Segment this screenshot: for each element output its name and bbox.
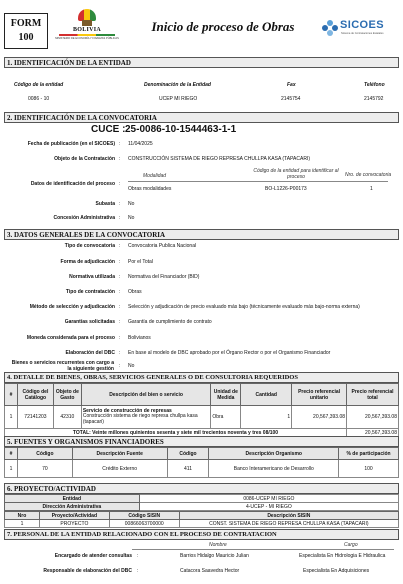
section-3-header: 3. DATOS GENERALES DE LA CONVOCATORIA (4, 229, 399, 240)
form-number-box (4, 13, 48, 49)
s3-label-dbc: Elaboración del DBC (65, 350, 115, 356)
process-header-number: Nro. de convocatoria (345, 172, 392, 178)
s1-header-fax: Fax (287, 82, 296, 88)
s1-header-phone: Teléfono (364, 82, 385, 88)
items-col-catalog: Código del Catálogo (17, 384, 53, 406)
object-label: Objeto de la Contratación (54, 156, 115, 162)
project-table: Nro Proyecto/Actividad Código SISIN Descripción SISIN 1 PROYECTO 00866063700000 CONST. SISTEMA DE RIEGO REPRESA CHULLPA KASA (TAPACARI) (4, 511, 399, 528)
entity-fax: 2145754 (281, 96, 301, 102)
form-number: 100 (18, 32, 34, 43)
funding-header-row: # Código Descripción Fuente Código Descripción Organismo % de participación (5, 448, 399, 460)
items-total-value: 20,567,393.08 (347, 429, 399, 438)
subasta-label: Subasta (95, 201, 115, 207)
s3-label-tipo-contratacion: Tipo de contratación (65, 289, 115, 295)
cuce-label: CUCE : (91, 124, 126, 135)
project-entity-table (4, 494, 399, 511)
bolivia-emblem-icon (75, 9, 99, 27)
object-value: CONSTRUCCIÓN SISTEMA DE RIEGO REPRESA CHULLPA KASA (TAPACARI) (128, 156, 310, 162)
entity-code: 0086 - 10 (28, 96, 50, 102)
pub-date-label: Fecha de publicación (en el SICOES) (27, 141, 115, 147)
sicoes-subtitle: Sistema de Contrataciones Estatales (341, 32, 384, 35)
direccion-label: Dirección Administrativa (5, 503, 140, 511)
process-header-entity-code: Código de la entidad para identificar al proceso (253, 168, 339, 180)
dbc-responsable-nombre: Catacora Saavedra Hector (180, 568, 240, 574)
dbc-responsable-cargo: Especialista En Adquisiciones (303, 568, 370, 574)
sicoes-logo (322, 19, 402, 41)
s3-value-forma-adjudicacion: Por el Total (128, 259, 153, 265)
s1-header-name: Denominación de la Entidad (144, 82, 211, 88)
items-col-unit: Unidad de Medida (211, 384, 241, 406)
concesion-value: No (128, 215, 135, 221)
s3-value-tipo-convocatoria: Convocatoria Publica Nacional (128, 243, 197, 249)
process-entity-code: BO-L1226-P00173 (265, 186, 307, 192)
item-desc-detail: Construcción sistema de riego represa chullpa kasa (tapacari) (82, 413, 198, 425)
s3-label-tipo-convocatoria: Tipo de convocatoria (64, 243, 115, 249)
section-5-header: 5. FUENTES Y ORGANISMOS FINANCIADORES (4, 436, 399, 447)
table-row: 1 70 Crédito Externo 411 Banco Interamericano de Desarrollo 100 (5, 460, 399, 478)
entidad-label: Entidad (5, 495, 140, 503)
s3-value-normativa: Normativa del Financiador (BID) (128, 274, 200, 280)
process-modality: Obras modalidades (128, 186, 172, 192)
cuce-value: 25-0086-10-1544463-1-1 (125, 124, 237, 135)
s3-label-forma-adjudicacion: Forma de adjudicación (60, 259, 115, 265)
table-row: 1 PROYECTO 00866063700000 CONST. SISTEMA DE RIEGO REPRESA CHULLPA KASA (TAPACARI) (5, 520, 399, 528)
s3-label-garantias: Garantías solicitadas (64, 319, 115, 325)
personal-col-cargo: Cargo (344, 542, 358, 548)
gov-ministry: MINISTERIO DE ECONOMÍA Y FINANZAS PÚBLICAS (55, 36, 119, 40)
sicoes-name: SICOES (340, 19, 384, 31)
section-7-header: 7. PERSONAL DE LA ENTIDAD RELACIONADO CON EL PROCESO DE CONTRATACION (4, 529, 399, 540)
process-number: 1 (370, 186, 373, 192)
section-2-header: 2. IDENTIFICACIÓN DE LA CONVOCATORIA (4, 112, 399, 123)
consultas-cargo: Especialista En Hidrologia E Hidraulica (299, 553, 386, 559)
items-col-index: # (5, 384, 18, 406)
items-col-desc: Descripción del bien o servicio (81, 384, 211, 406)
entity-name: UCEP MI RIEGO (159, 96, 198, 102)
form-label: FORM (10, 18, 42, 29)
s3-value-recurrentes: No (128, 363, 135, 369)
entidad-value: 0086-UCEP MI RIEGO (139, 495, 398, 503)
items-header-row (5, 384, 399, 406)
personal-col-nombre: Nombre (209, 542, 227, 548)
gov-name: BOLIVIA (72, 27, 102, 33)
items-col-total-price: Precio referencial total (347, 384, 399, 406)
process-header-modality: Modalidad (143, 173, 167, 179)
s3-value-metodo: Selección y adjudicación de precio evaluado más bajo (técnicamente evaluado más bajo-norma externa) (128, 304, 360, 310)
section-6-header: 6. PROYECTO/ACTIVIDAD (4, 483, 399, 494)
bolivia-logo (54, 9, 120, 49)
funding-table (4, 447, 399, 478)
subasta-value: No (128, 201, 135, 207)
s3-label-moneda: Moneda considerada para el proceso (26, 335, 115, 341)
items-col-unit-price: Precio referencial unitario (292, 384, 347, 406)
s3-value-garantias: Garantía de cumplimiento de contrato (128, 319, 212, 325)
form-header (4, 3, 399, 53)
s3-label-recurrentes: Bienes o servicios recurrentes con cargo a la siguiente gestión (11, 360, 114, 372)
consultas-label: Encargado de atender consultas (54, 553, 132, 559)
section-4-header: 4. DETALLE DE BIENES, OBRAS, SERVICIOS GENERALES O DE CONSULTORIA REQUERIDOS (4, 372, 399, 383)
items-table (4, 383, 399, 438)
sicoes-dots-icon (322, 20, 339, 37)
process-id-label: Datos de identificación del proceso (30, 181, 115, 187)
item-desc-title: Servicio de construcción de represas (82, 407, 172, 414)
consultas-nombre: Barrios Hidalgo Mauricio Julian (180, 553, 249, 559)
section-1-header: 1. IDENTIFICACIÓN DE LA ENTIDAD (4, 57, 399, 68)
s3-value-dbc: En base al modelo de DBC aprobado por el Órgano Rector o por el Organismo Financiador (128, 350, 331, 356)
table-row: 1 72141203 42310 Servicio de construcción de represas Construcción sistema de riego represa chullpa kasa (tapacari) Obra 1 20,567,393.08 20,567,393.08 (5, 406, 399, 429)
items-total-text: TOTAL: Veinte millones quinientos sesenta y siete mil trecientos noventa y tres 08/100 (5, 429, 347, 438)
s3-value-tipo-contratacion: Obras (128, 289, 142, 295)
s3-value-moneda: Bolivianos (128, 335, 151, 341)
s1-header-code: Código de la entidad (14, 82, 64, 88)
items-col-gasto: Objeto de Gasto (53, 384, 81, 406)
items-col-qty: Cantidad (241, 384, 292, 406)
s3-label-metodo: Método de selección y adjudicación (29, 304, 115, 310)
dbc-responsable-label: Responsable de elaboración del DBC (43, 568, 132, 574)
page-title: Inicio de proceso de Obras (151, 19, 295, 34)
entity-phone: 2145792 (364, 96, 384, 102)
pub-date-value: 11/04/2025 (128, 141, 153, 147)
s3-label-normativa: Normativa utilizada (69, 274, 115, 280)
concesion-label: Concesión Administrativa (53, 215, 115, 221)
direccion-value: 4-UCEP - MI RIEGO (139, 503, 398, 511)
